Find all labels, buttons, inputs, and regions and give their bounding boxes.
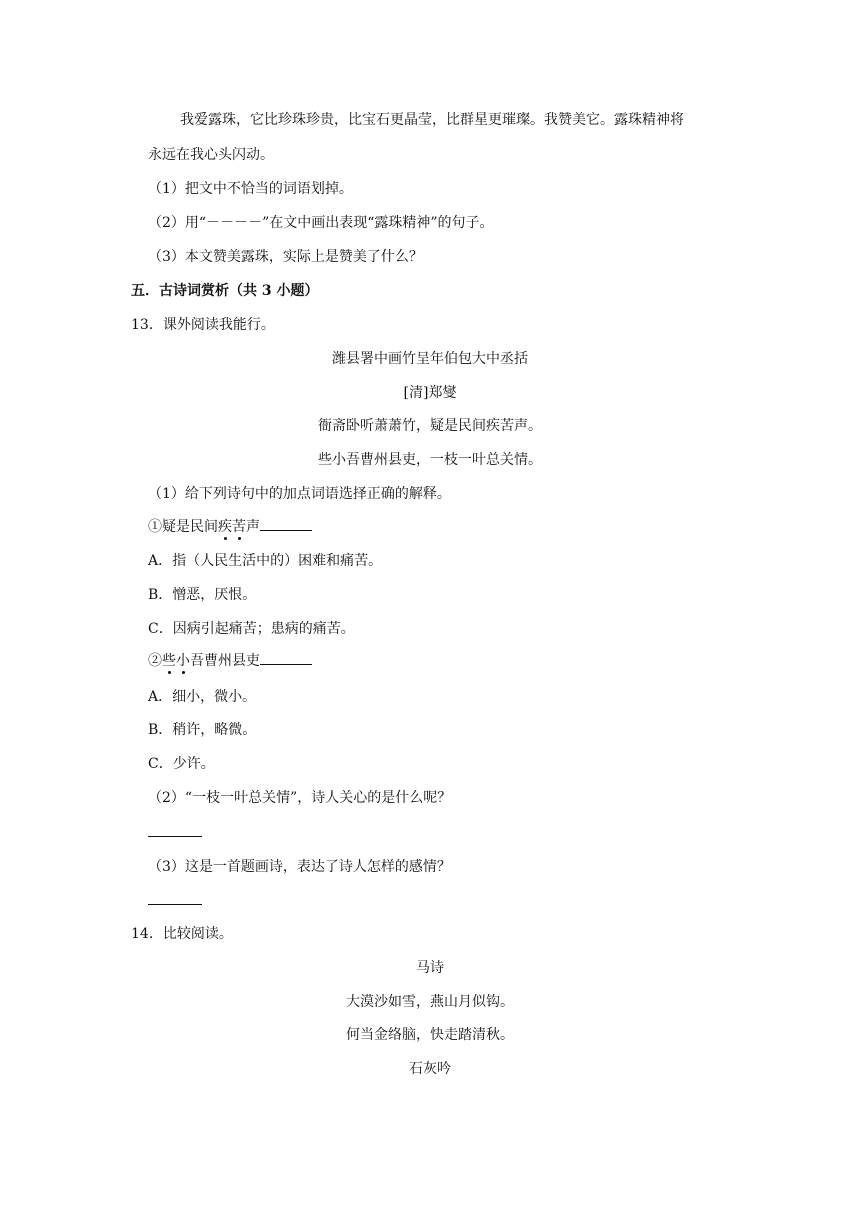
q14-poem1-line: 大漠沙如雪，燕山月似钩。 xyxy=(346,994,514,1010)
q13-item1 xyxy=(148,517,312,537)
q13-poem-author: [清]郑燮 xyxy=(403,385,457,401)
section-heading: 五．古诗词赏析（共 3 小题） xyxy=(131,283,319,299)
item-text: 吾曹州县吏 xyxy=(190,653,260,669)
q12-sub1: （1）把文中不恰当的词语划掉。 xyxy=(148,181,353,197)
passage-line-2: 永远在我心头闪动。 xyxy=(148,147,274,163)
answer-blank[interactable] xyxy=(260,652,312,665)
q13-poem-line: 些小吾曹州县吏，一枝一叶总关情。 xyxy=(318,452,542,468)
q13-stem: 13．课外阅读我能行。 xyxy=(131,317,275,333)
q13-poem-title: 潍县署中画竹呈年伯包大中丞括 xyxy=(332,351,528,367)
q12-sub3: （3）本文赞美露珠，实际上是赞美了什么？ xyxy=(148,249,423,265)
option-c: C．少许。 xyxy=(148,756,215,772)
q13-sub2: （2）“一枝一叶总关情”，诗人关心的是什么呢？ xyxy=(148,790,452,806)
item-marker: ② xyxy=(148,653,162,669)
option-a: A．指（人民生活中的）困难和痛苦。 xyxy=(148,553,383,569)
answer-blank[interactable] xyxy=(148,836,202,837)
item-text: 声 xyxy=(246,519,260,535)
q13-sub3: （3）这是一首题画诗，表达了诗人怎样的感情？ xyxy=(148,859,451,875)
q14-poem1-line: 何当金络脑，快走踏清秋。 xyxy=(346,1027,514,1043)
option-a: A．细小，微小。 xyxy=(148,689,257,705)
option-b: B．稍许，略微。 xyxy=(148,722,257,738)
q13-item2 xyxy=(148,651,312,671)
q13-sub1: （1）给下列诗句中的加点词语选择正确的解释。 xyxy=(148,486,451,502)
answer-blank[interactable] xyxy=(148,904,202,905)
q14-poem1-title: 马诗 xyxy=(416,960,444,976)
q14-stem: 14．比较阅读。 xyxy=(131,926,233,942)
dotted-char: 些 xyxy=(162,653,176,669)
passage-line-1: 我爱露珠，它比珍珠珍贵，比宝石更晶莹，比群星更璀璨。我赞美它。露珠精神将 xyxy=(180,112,684,128)
item-marker: ① xyxy=(148,519,162,535)
q12-sub2: （2）用“－－－－”在文中画出表现“露珠精神”的句子。 xyxy=(148,215,494,231)
option-b: B．憎恶，厌恨。 xyxy=(148,587,257,603)
dotted-char: 疾 xyxy=(218,519,232,535)
dotted-char: 小 xyxy=(176,653,190,669)
dotted-char: 苦 xyxy=(232,519,246,535)
q13-poem-line: 衙斋卧听萧萧竹，疑是民间疾苦声。 xyxy=(318,418,542,434)
option-c: C．因病引起痛苦；患病的痛苦。 xyxy=(148,621,355,637)
item-text: 疑是民间 xyxy=(162,519,218,535)
q14-poem2-title: 石灰吟 xyxy=(409,1061,451,1077)
answer-blank[interactable] xyxy=(260,518,312,531)
